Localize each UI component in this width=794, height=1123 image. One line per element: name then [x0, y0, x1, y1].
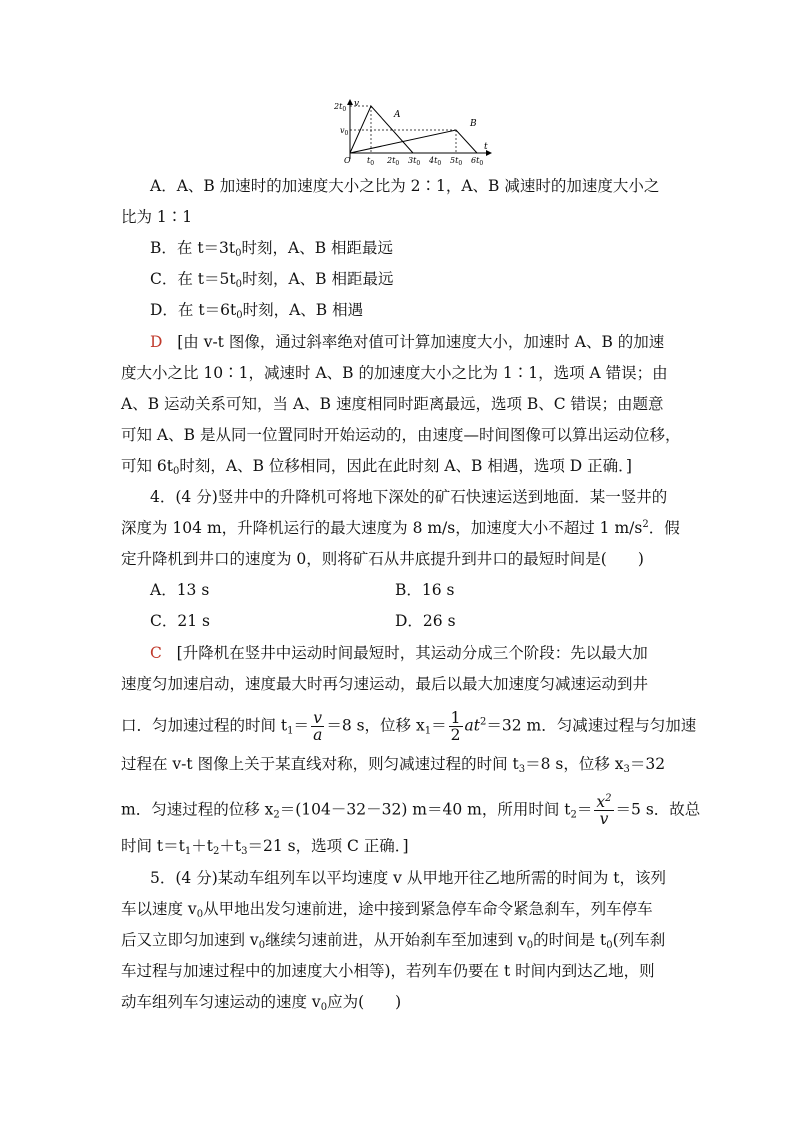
x-tick-2t0: $2t_0$	[387, 156, 400, 167]
fraction-v-over-a: $\frac{v}{a}$	[313, 709, 323, 744]
q4-explanation-line6: 时间 $t=t_1+t_2+t_3=21$ s，选项 C 正确．]	[121, 837, 409, 857]
q5-stem-line1: 5．(4 分)某动车组列车以平均速度 v 从甲地开往乙地所需的时间为 t，该列	[150, 869, 667, 887]
q5-stem-line3: 后又立即匀加速到 $v_0$继续匀速前进，从开始刹车至加速到 $v_0$的时间是 $t_0$(列车刹	[121, 931, 666, 951]
q3-answer: D	[150, 333, 163, 351]
q4-stem-line2: 深度为 104 m，升降机运行的最大速度为 8 m/s，加速度大小不超过 1 $m/s^2$．假	[121, 519, 680, 537]
x-tick-3t0: $3t_0$	[408, 156, 421, 167]
y-axis-label: v	[354, 99, 360, 109]
q4-explanation-line4: 过程在 v-t 图像上关于某直线对称，则匀减速过程的时间 $t_3=8$ s，位移 $x_3=32$	[121, 755, 666, 775]
series-b-label: B	[470, 119, 477, 129]
q4-explanation-line1: C [升降机在竖井中运动时间最短时，其运动分成三个阶段：先以最大加	[150, 644, 648, 662]
x-tick-5t0: $5t_0$	[450, 156, 463, 167]
q3-option-c: C．在 $t=5t_0$时刻，A、B 相距最远	[150, 270, 394, 290]
y-tick-v0: $v_0$	[340, 126, 349, 137]
q5-stem-line4: 车过程与加速过程中的加速度大小相等)，若列车仍要在 t 时间内到达乙地，则	[121, 962, 655, 980]
x-tick-origin: O	[344, 156, 351, 165]
y-axis-arrow	[347, 99, 353, 105]
q3-option-b: B．在 $t=3t_0$时刻，A、B 相距最远	[150, 239, 394, 259]
q4-explanation-line3: 口．匀加速过程的时间 $t_1=$ $\frac{v}{a}$ ＝8 s，位移 $x_1=$ $\frac{1}{2}$ $at^2=32$ m．匀减速过程与匀加速	[121, 709, 697, 744]
q4-option-d: D．26 s	[395, 612, 456, 630]
vt-graph	[330, 97, 510, 167]
q4-stem-line1: 4．(4 分)竖井中的升降机可将地下深处的矿石快速运送到地面．某一竖井的	[150, 488, 668, 506]
x-tick-6t0: $6t_0$	[471, 156, 484, 167]
q4-option-b: B．16 s	[395, 581, 455, 599]
q4-answer: C	[150, 644, 162, 662]
fraction-one-half: $\frac{1}{2}$	[450, 709, 461, 744]
q3-option-a-line2: 比为 1∶1	[121, 208, 193, 226]
q3-explanation-line4: 可知 A、B 是从同一位置同时开始运动的，由速度—时间图像可以算出运动位移，	[121, 426, 681, 444]
x-tick-t0: $t_0$	[367, 156, 375, 167]
q4-option-c: C．21 s	[150, 612, 210, 630]
x-axis-label: t	[484, 142, 488, 152]
q4-explanation-line2: 速度匀加速启动，速度最大时再匀速运动，最后以最大加速度匀减速运动到井	[121, 675, 649, 693]
q4-option-a: A．13 s	[150, 581, 210, 599]
q3-explanation-line3: A、B 运动关系可知，当 A、B 速度相同时距离最远，选项 B、C 错误；由题意	[121, 395, 664, 413]
q3-explanation-line5: 可知 $6t_0$时刻，A、B 位移相同，因此在此时刻 A、B 相遇，选项 D 正确．]	[121, 457, 632, 477]
q3-option-a-line1: A．A、B 加速时的加速度大小之比为 2∶1，A、B 减速时的加速度大小之	[150, 177, 660, 195]
q3-explanation-line2: 度大小之比 10∶1，减速时 A、B 的加速度大小之比为 1∶1，选项 A 错误；由	[121, 364, 668, 382]
q3-option-d: D．在 $t=6t_0$时刻，A、B 相遇	[150, 301, 364, 321]
q5-stem-line5: 动车组列车匀速运动的速度 $v_0$应为( )	[121, 993, 402, 1013]
y-tick-2t0: $2t_0$	[334, 102, 347, 113]
q5-stem-line2: 车以速度 $v_0$从甲地出发匀速前进，途中接到紧急停车命令紧急刹车，列车停车	[121, 900, 653, 920]
q4-stem-line3: 定升降机到井口的速度为 0，则将矿石从井底提升到井口的最短时间是( )	[121, 550, 644, 568]
series-a-label: A	[394, 110, 401, 120]
q4-explanation-line5: m．匀速过程的位移 $x_2=(104-32-32)$ m＝40 m，所用时间 $t_2=$ $\frac{x^2}{v}$ ＝5 s．故总	[121, 793, 701, 828]
fraction-x2-over-v: $\frac{x^2}{v}$	[596, 793, 612, 828]
series-b-line	[350, 130, 477, 153]
q3-explanation-line1: D [由 v-t 图像，通过斜率绝对值可计算加速度大小，加速时 A、B 的加速	[150, 333, 665, 351]
x-tick-4t0: $4t_0$	[429, 156, 442, 167]
